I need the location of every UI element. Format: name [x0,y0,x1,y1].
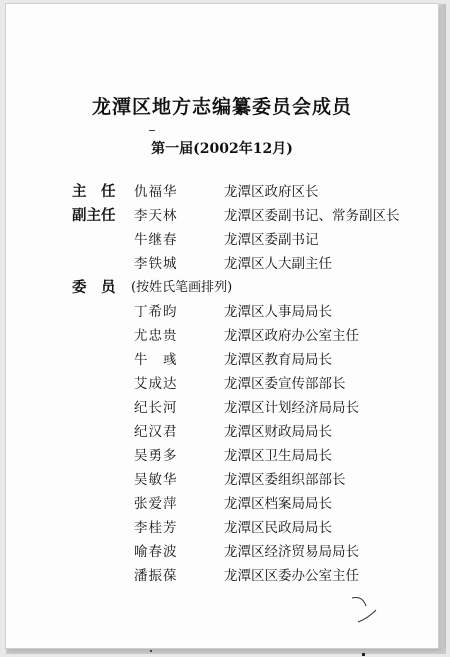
pen-mark [344,592,384,628]
page-title: 龙潭区地方志编纂委员会成员 [91,96,352,118]
stray-mark [149,130,155,131]
member-position: 龙潭区财政局局长 [224,424,332,440]
member-name: 潘振葆 [134,568,178,584]
member-position: 龙潭区区委办公室主任 [224,568,359,584]
member-row [6,516,438,540]
member-row [6,540,438,564]
page-subtitle: 第一届(2002年12月) [151,141,293,157]
member-name: 李桂芳 [134,520,178,536]
scan-speck [150,650,152,652]
member-name: 纪汉君 [134,424,178,440]
member-position: 龙潭区教育局局长 [224,352,332,368]
member-name: 纪长河 [134,400,178,416]
member-name: 牛 彧 [134,352,178,368]
member-name: 张爱萍 [134,496,178,512]
deputy-director-row [6,204,438,228]
member-row [6,324,438,348]
page-bottom-edge [6,648,446,654]
member-row [6,444,438,468]
member-row [6,564,438,588]
member-position: 龙潭区人大副主任 [224,256,332,272]
scan-speck [362,653,365,656]
member-name: 喻春波 [134,544,178,560]
member-position: 龙潭区政府区长 [224,184,319,200]
member-row [6,420,438,444]
role-label-members: 委 员 [72,279,116,296]
member-position: 龙潭区经济贸易局局长 [224,544,359,560]
member-row [6,348,438,372]
role-label-deputy-director: 副主任 [72,207,116,224]
members-heading-row [6,276,438,300]
member-name: 尤忠贵 [134,328,178,344]
member-position: 龙潭区计划经济局局长 [224,400,359,416]
member-position: 龙潭区委副书记、常务副区长 [224,208,400,224]
deputy-director-row [6,228,438,252]
member-name: 仇福华 [134,184,178,200]
member-name: 吴敏华 [134,472,178,488]
director-row [6,180,438,204]
role-label-director: 主 任 [72,183,116,200]
member-name: 艾成达 [134,376,178,392]
member-row [6,396,438,420]
member-position: 龙潭区政府办公室主任 [224,328,359,344]
member-row [6,300,438,324]
member-name: 牛继春 [134,232,178,248]
members-sort-note: (按姓氏笔画排列) [131,280,233,295]
page-right-edge [438,4,446,648]
member-position: 龙潭区民政局局长 [224,520,332,536]
member-position: 龙潭区委组织部部长 [224,472,346,488]
member-position: 龙潭区档案局局长 [224,496,332,512]
member-position: 龙潭区人事局局长 [224,304,332,320]
member-row [6,492,438,516]
member-name: 吴勇多 [134,448,178,464]
member-name: 李天林 [134,208,178,224]
deputy-director-row [6,252,438,276]
member-row [6,468,438,492]
document-page [6,4,438,648]
member-row [6,372,438,396]
member-name: 李铁城 [134,256,178,272]
member-position: 龙潭区委宣传部部长 [224,376,346,392]
member-position: 龙潭区委副书记 [224,232,319,248]
member-position: 龙潭区卫生局局长 [224,448,332,464]
member-name: 丁希昀 [134,304,178,320]
